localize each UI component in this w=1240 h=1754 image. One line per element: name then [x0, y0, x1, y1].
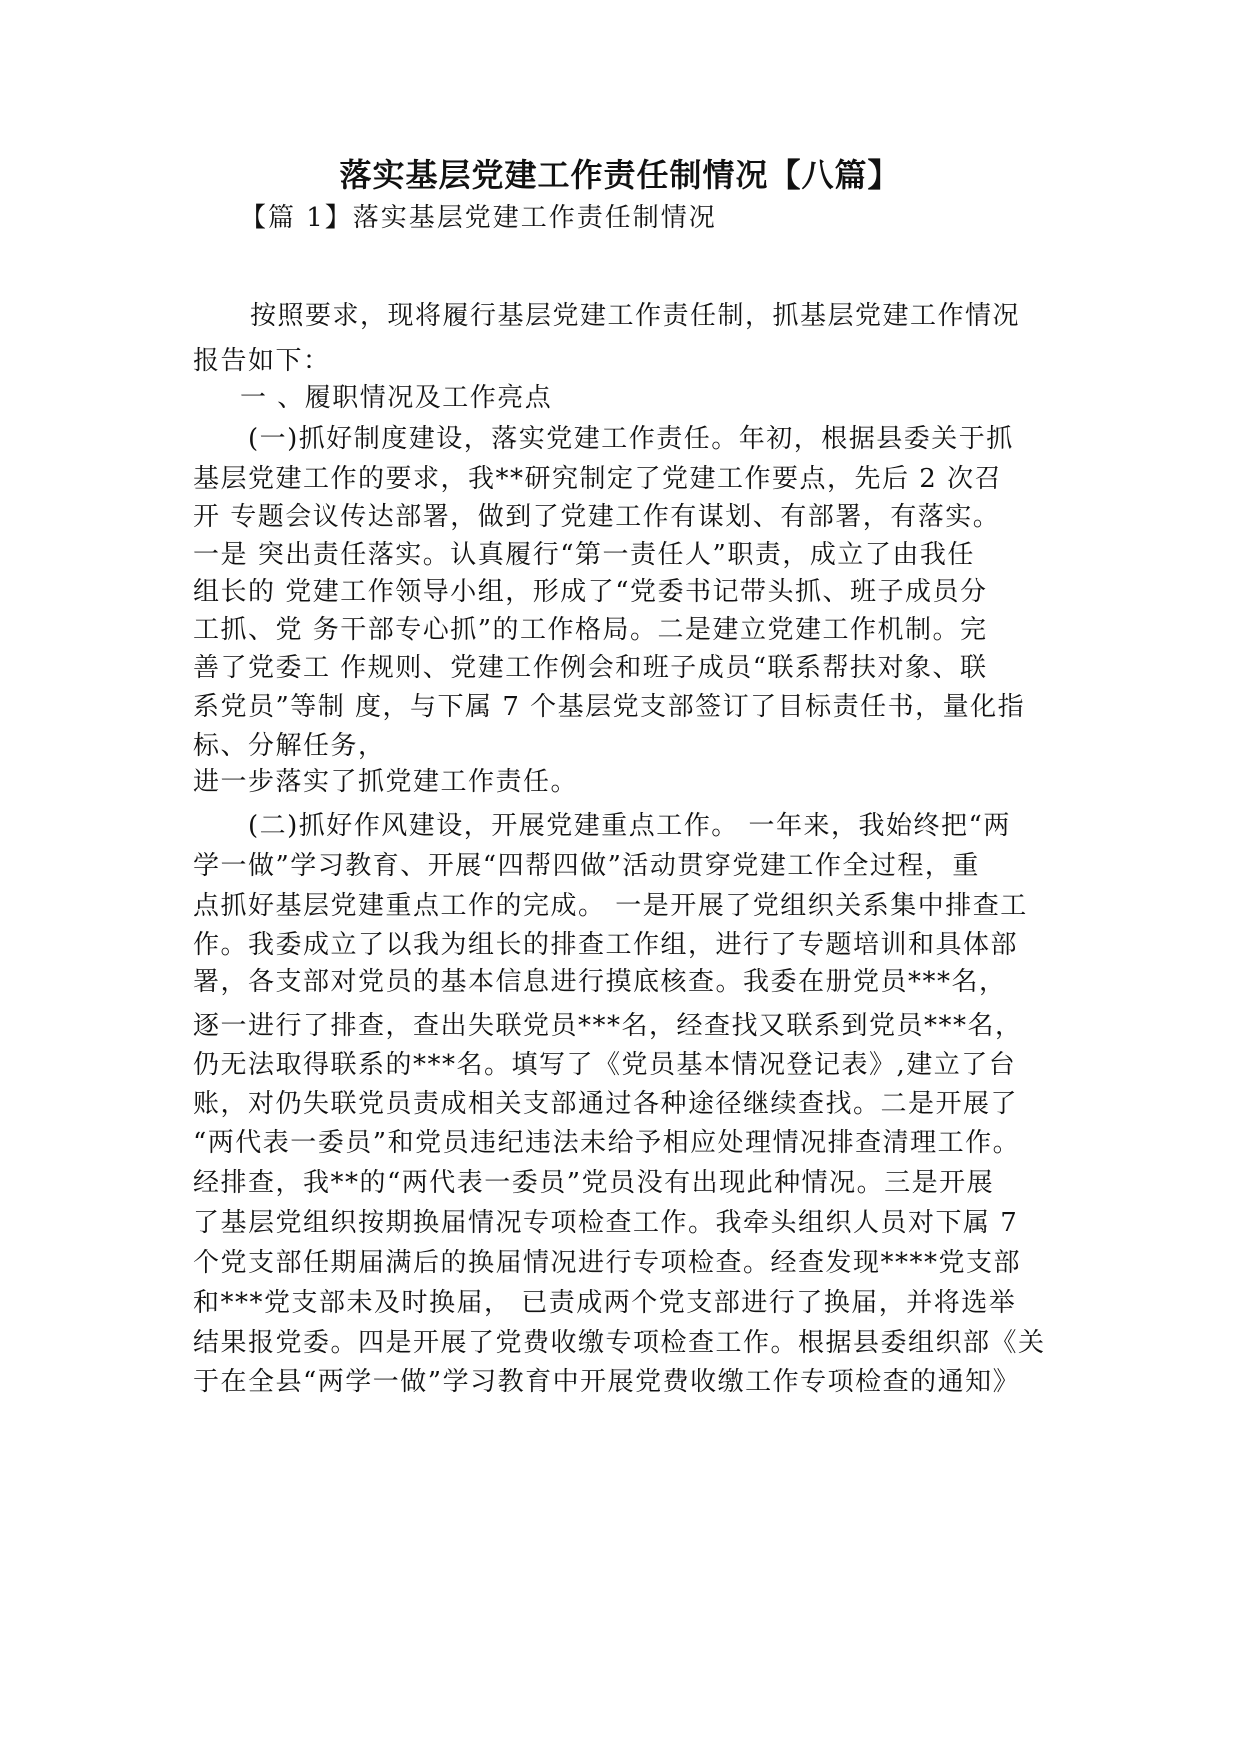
paragraph-line: 基层党建工作的要求，我**研究制定了党建工作要点，先后 2 次召	[193, 464, 1003, 494]
paragraph-line: 组长的 党建工作领导小组，形成了“党委书记带头抓、班子成员分	[193, 577, 988, 607]
paragraph-line: 仍无法取得联系的***名。填写了《党员基本情况登记表》,建立了台	[193, 1050, 1017, 1080]
paragraph-line: 逐一进行了排查，查出失联党员***名，经查找又联系到党员***名，	[193, 1011, 1023, 1041]
paragraph-line: 开 专题会议传达部署，做到了党建工作有谋划、有部署，有落实。	[193, 502, 1001, 532]
paragraph-line: 标、分解任务，	[193, 731, 386, 761]
paragraph-line: 善了党委工 作规则、党建工作例会和班子成员“联系帮扶对象、联	[193, 653, 988, 683]
paragraph-line: 个党支部任期届满后的换届情况进行专项检查。经查发现****党支部	[193, 1248, 1022, 1278]
paragraph-line: (二)抓好作风建设，开展党建重点工作。 一年来，我始终把“两	[248, 811, 1011, 841]
paragraph-line: 作。我委成立了以我为组长的排查工作组，进行了专题培训和具体部	[193, 930, 1019, 960]
paragraph-line: 进一步落实了抓党建工作责任。	[193, 767, 579, 797]
paragraph-line: 学一做”学习教育、开展“四帮四做”活动贯穿党建工作全过程，重	[193, 851, 980, 881]
paragraph-line: 账，对仍失联党员责成相关支部通过各种途径继续查找。二是开展了	[193, 1089, 1019, 1119]
paragraph-line: 经排查，我**的“两代表一委员”党员没有出现此种情况。三是开展	[193, 1168, 995, 1198]
paragraph-line: 和***党支部未及时换届， 已责成两个党支部进行了换届，并将选举	[193, 1288, 1017, 1318]
document-title: 落实基层党建工作责任制情况【八篇】	[339, 156, 901, 194]
paragraph-line: (一)抓好制度建设，落实党建工作责任。年初，根据县委关于抓	[248, 424, 1014, 454]
paragraph-line: “两代表一委员”和党员违纪违法未给予相应处理情况排查清理工作。	[193, 1128, 1021, 1158]
paragraph-line: 结果报党委。四是开展了党费收缴专项检查工作。根据县委组织部《关	[193, 1328, 1046, 1358]
paragraph-line: 系党员”等制 度，与下属 7 个基层党支部签订了目标责任书，量化指	[193, 692, 1026, 722]
paragraph-line: 署，各支部对党员的基本信息进行摸底核查。我委在册党员***名，	[193, 967, 1007, 997]
paragraph-line: 按照要求，现将履行基层党建工作责任制，抓基层党建工作情况	[250, 301, 1021, 331]
paragraph-line: 一是 突出责任落实。认真履行“第一责任人”职责，成立了由我任	[193, 540, 975, 570]
section-subheading: 一 、履职情况及工作亮点	[240, 383, 553, 413]
paragraph-line: 报告如下：	[193, 346, 331, 376]
section-heading: 【篇 1】落实基层党建工作责任制情况	[240, 203, 717, 233]
paragraph-line: 点抓好基层党建重点工作的完成。 一是开展了党组织关系集中排查工	[193, 891, 1028, 921]
paragraph-line: 了基层党组织按期换届情况专项检查工作。我牵头组织人员对下属 7	[193, 1208, 1019, 1238]
paragraph-line: 于在全县“两学一做”学习教育中开展党费收缴工作专项检查的通知》	[193, 1367, 1021, 1397]
paragraph-line: 工抓、党 务干部专心抓”的工作格局。二是建立党建工作机制。完	[193, 615, 988, 645]
